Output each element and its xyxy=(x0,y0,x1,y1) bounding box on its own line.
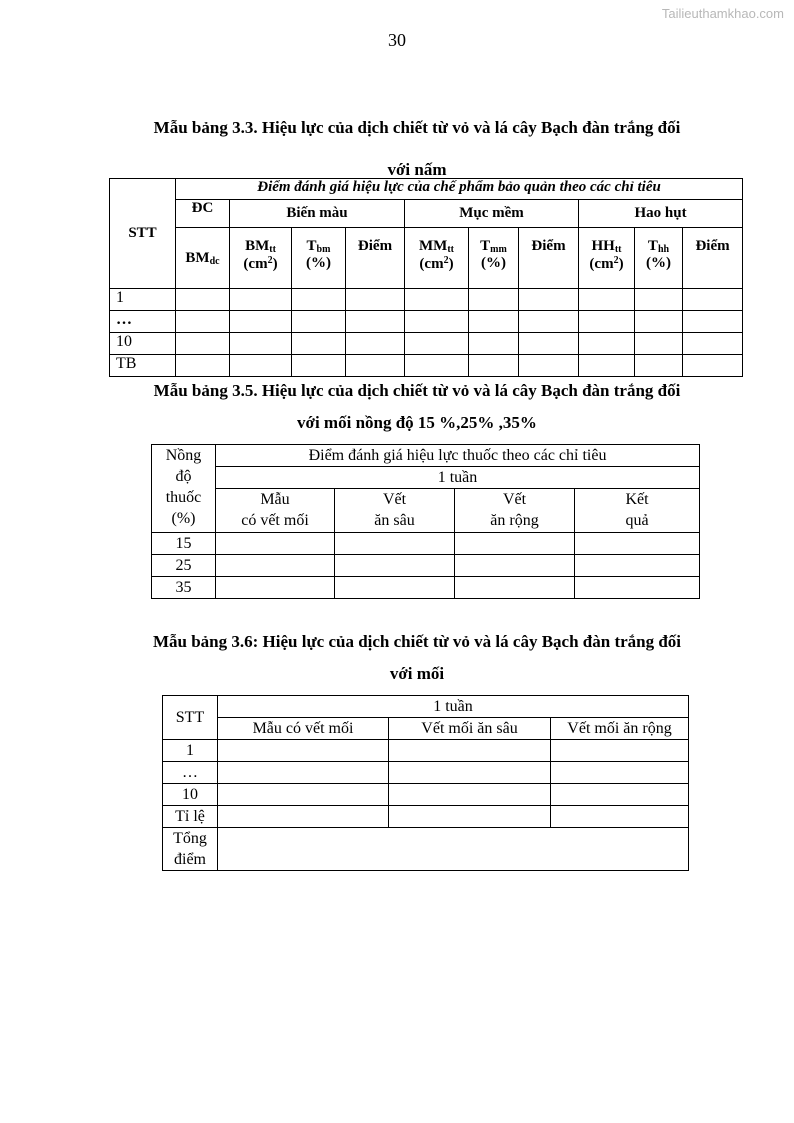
table-row xyxy=(152,555,700,577)
table36-caption xyxy=(110,627,724,689)
hao-hut-header: Hao hụt xyxy=(579,200,743,228)
group-header: Điểm đánh giá hiệu lực thuốc theo các chỉ tiêu xyxy=(216,445,700,467)
table-3-5 xyxy=(151,444,700,599)
row-label: 1 xyxy=(110,289,176,311)
hh-tt-header: $HH_{tt}$ $(cm^2)$ xyxy=(579,228,635,289)
table33-caption-line2: với nấm xyxy=(387,160,447,179)
t-hh-header: $T_{hh}$ (%) xyxy=(635,228,683,289)
row-label: 1 xyxy=(163,740,218,762)
mm-tt-header: $MM_{tt}$ $(cm^2)$ xyxy=(405,228,469,289)
stt-header: STT xyxy=(163,696,218,740)
row-label: 10 xyxy=(163,784,218,806)
group-header: Điểm đánh giá hiệu lực của chế phẩm bảo quản theo các chỉ tiêu xyxy=(176,179,743,200)
t-mm-header: $T_{mm}$ (%) xyxy=(469,228,519,289)
row-label: … xyxy=(163,762,218,784)
row-label: 10 xyxy=(110,333,176,355)
row-label: TB xyxy=(110,355,176,377)
mau-co-vet-moi-header: Mẫu có vết mối xyxy=(218,718,389,740)
table36-caption-line2: với mối xyxy=(389,664,445,683)
table-row xyxy=(163,784,689,806)
week-header: 1 tuần xyxy=(218,696,689,718)
table-row xyxy=(152,533,700,555)
table36-caption-line1: Mẫu bảng 3.6: Hiệu lực của dịch chiết từ vỏ và lá cây Bạch đàn trắng đối xyxy=(152,632,682,651)
watermark: Tailieuthamkhao.com xyxy=(661,6,784,21)
table-row xyxy=(163,740,689,762)
diem-mm-header: Điểm xyxy=(519,228,579,289)
vet-an-rong-header: Vết ăn rộng xyxy=(455,489,575,533)
page-number: 30 xyxy=(388,30,406,50)
dc-header: ĐC xyxy=(176,200,230,228)
table35-caption-line2: với mối nồng độ 15 %,25% ,35% xyxy=(297,413,537,432)
diem-hh-header: Điểm xyxy=(683,228,743,289)
stt-header: STT xyxy=(110,179,176,289)
table33-caption xyxy=(110,113,724,185)
table-row xyxy=(152,577,700,599)
nong-do-header: Nồng độ thuốc (%) xyxy=(152,445,216,533)
muc-mem-header: Mục mềm xyxy=(405,200,579,228)
row-label: Tỉ lệ xyxy=(163,806,218,828)
table-row xyxy=(163,806,689,828)
row-label: 25 xyxy=(152,555,216,577)
table-row xyxy=(163,762,689,784)
row-label: … xyxy=(110,311,176,333)
tong-diem-label: Tổng điểm xyxy=(163,828,218,871)
t-bm-header: $T_{bm}$ (%) xyxy=(292,228,346,289)
table-row xyxy=(110,311,743,333)
mau-co-vet-moi-header: Mẫu có vết mối xyxy=(216,489,335,533)
vet-moi-an-rong-header: Vết mối ăn rộng xyxy=(551,718,689,740)
diem-bm-header: Điểm xyxy=(346,228,405,289)
tong-diem-cell xyxy=(218,828,689,871)
table35-caption-line1: Mẫu bảng 3.5. Hiệu lực của dịch chiết từ vỏ và lá cây Bạch đàn trắng đối xyxy=(153,381,681,400)
table35-caption xyxy=(110,376,724,438)
table-row xyxy=(110,289,743,311)
bm-dc-header: $BM_{dc}$ xyxy=(176,228,230,289)
table-row xyxy=(110,333,743,355)
table-row xyxy=(163,828,689,871)
table-3-3 xyxy=(109,178,743,377)
table-3-6 xyxy=(162,695,689,871)
week-header: 1 tuần xyxy=(216,467,700,489)
table33-caption-line1: Mẫu bảng 3.3. Hiệu lực của dịch chiết từ vỏ và lá cây Bạch đàn trắng đối xyxy=(153,118,681,137)
bien-mau-header: Biến màu xyxy=(230,200,405,228)
ket-qua-header: Kết quả xyxy=(575,489,700,533)
row-label: 35 xyxy=(152,577,216,599)
table-row xyxy=(110,355,743,377)
bm-tt-header: $BM_{tt}$ $(cm^2)$ xyxy=(230,228,292,289)
vet-an-sau-header: Vết ăn sâu xyxy=(335,489,455,533)
vet-moi-an-sau-header: Vết mối ăn sâu xyxy=(389,718,551,740)
row-label: 15 xyxy=(152,533,216,555)
